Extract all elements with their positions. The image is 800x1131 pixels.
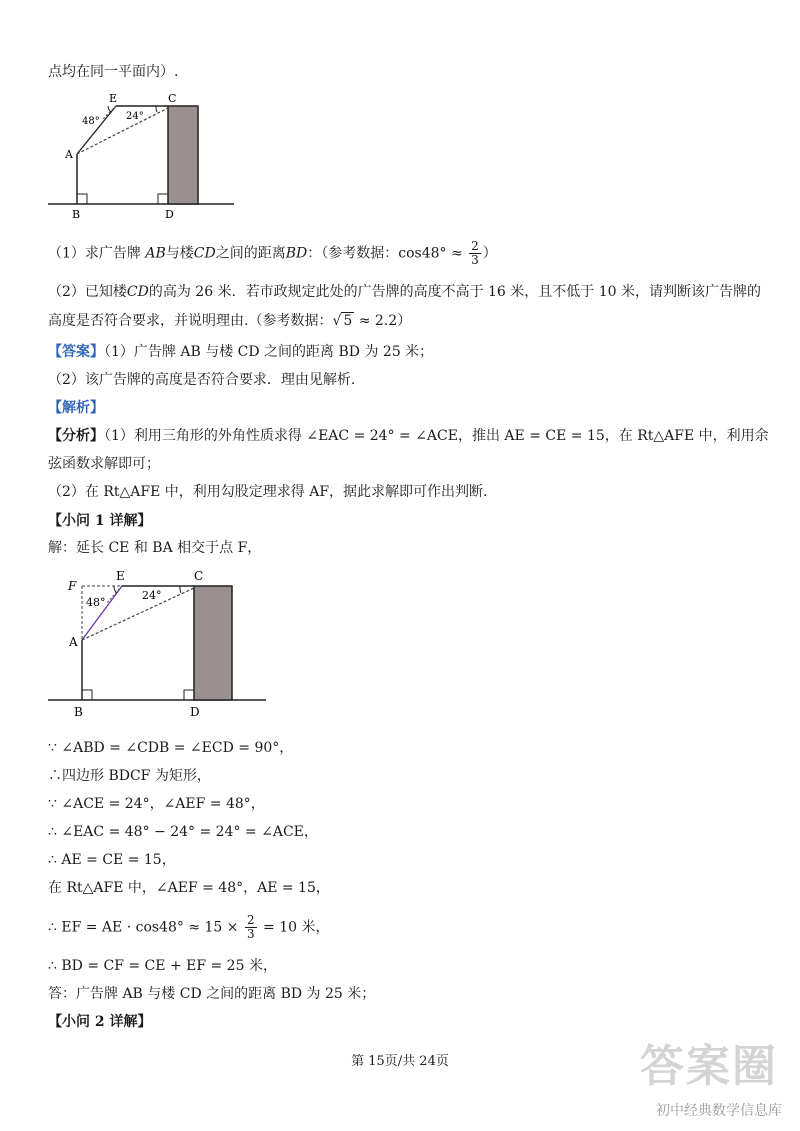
fig1-label-e: E [109,92,118,105]
fig2-label-c: C [194,569,204,583]
fig2-line-ae [82,586,122,640]
intro-tail: 点均在同一平面内）. [48,64,179,80]
fig2-angle-arc-e [114,586,117,593]
step-5: ∴ AE = CE = 15， [48,852,176,868]
q1-mid3: ：（参考数据：cos48° ≈ [307,245,463,262]
fig2-angle-24: 24° [142,589,162,602]
fig1-building-cd [168,106,198,204]
analysis-line-1: 【分析】（1）利用三角形的外角性质求得 ∠EAC = 24° = ∠ACE，推出 AE = CE = 15，在 Rt△AFE 中，利用余 [48,428,769,444]
figure-2-diagram [44,566,274,726]
page-footer: 第 15页/共 24页 [351,1054,449,1069]
step-8: ∴ BD = CF = CE + EF = 25 米， [48,958,277,974]
answer-tag: 【答案】 [48,344,104,360]
fig2-label-b: B [74,705,83,719]
q1-bd: BD [285,245,308,262]
q1-suffix: ） [482,245,497,262]
fig1-angle-arc-e [108,106,111,112]
fig2-label-a: A [69,635,78,649]
fig1-label-b: B [72,208,81,221]
fig2-angle-48: 48° [86,596,106,609]
step-9: 答：广告牌 AB 与楼 CD 之间的距离 BD 为 25 米； [48,986,376,1002]
subquestion-2-title: 【小问 2 详解】 [48,1014,152,1030]
fig1-angle-48: 48° [82,116,100,127]
q1-prefix: （1）求广告牌 [48,245,141,262]
fig1-angle-24: 24° [126,111,144,122]
question-2-line-1: （2）已知楼CD的高为 26 米．若市政规定此处的广告牌的高度不高于 16 米，且不低于 10 米，请判断该广告牌的 [48,284,762,300]
q1-mid1: 与楼 [165,245,194,262]
step-2: ∴四边形 BDCF 为矩形， [48,768,211,784]
answer-line-2: （2）该广告牌的高度是否符合要求．理由见解析. [48,372,356,388]
watermark-logo: 答案圈 [640,1041,778,1092]
fig1-line-ae [77,106,116,154]
q1-ab: AB [145,245,166,262]
fig2-right-angle-d [184,690,194,700]
analysis-line-3: （2）在 Rt△AFE 中，利用勾股定理求得 AF，据此求解即可作出判断. [48,484,488,500]
step-1: ∵ ∠ABD = ∠CDB = ∠ECD = 90°， [48,740,294,756]
fig2-angle-arc-c [180,586,181,593]
fig2-label-e: E [116,569,125,583]
fig1-sight-ac [77,108,168,154]
fig1-angle-arc-c [156,106,157,112]
step-7-fraction: $\frac{2}{3}$ [246,913,255,941]
solution-intro: 解：延长 CE 和 BA 相交于点 F， [48,540,262,556]
step-4: ∴ ∠EAC = 48° − 24° = 24° = ∠ACE， [48,824,318,840]
fig1-label-d: D [165,208,174,221]
fig2-label-f: F [68,579,77,593]
question-1 [48,240,497,267]
step-6: 在 Rt△AFE 中，∠AEF = 48°，AE = 15， [48,880,330,896]
answer-line-1: 【答案】（1）广告牌 AB 与楼 CD 之间的距离 BD 为 25 米； [48,344,434,360]
analysis-line-2: 弦函数求解即可； [48,456,160,472]
fig2-label-d: D [190,705,200,719]
watermark-source: 初中经典数学信息库 [656,1103,782,1119]
jiexi-tag: 【解析】 [48,400,104,416]
q1-cd: CD [193,245,216,262]
subquestion-1-title: 【小问 1 详解】 [48,513,152,529]
step-7: ∴ EF = AE · cos48° ≈ 15 × $\frac{2}{3}$ = 10 米， [48,913,330,941]
q1-mid2: 之间的距离 [215,245,286,262]
fig2-building-cd [194,586,232,700]
fig1-right-angle-d [158,194,168,204]
figure-1-diagram [44,92,244,224]
fig1-label-a: A [65,148,73,161]
question-2-line-2: 高度是否符合要求，并说明理由.（参考数据：√ 5 ≈ 2.2） [48,313,412,329]
fig1-label-c: C [168,92,177,105]
fig2-right-angle-b [82,690,92,700]
fig1-right-angle-b [77,194,87,204]
q1-fraction: $\frac{2}{3}$ [471,239,479,267]
step-3: ∵ ∠ACE = 24°，∠AEF = 48°， [48,796,265,812]
